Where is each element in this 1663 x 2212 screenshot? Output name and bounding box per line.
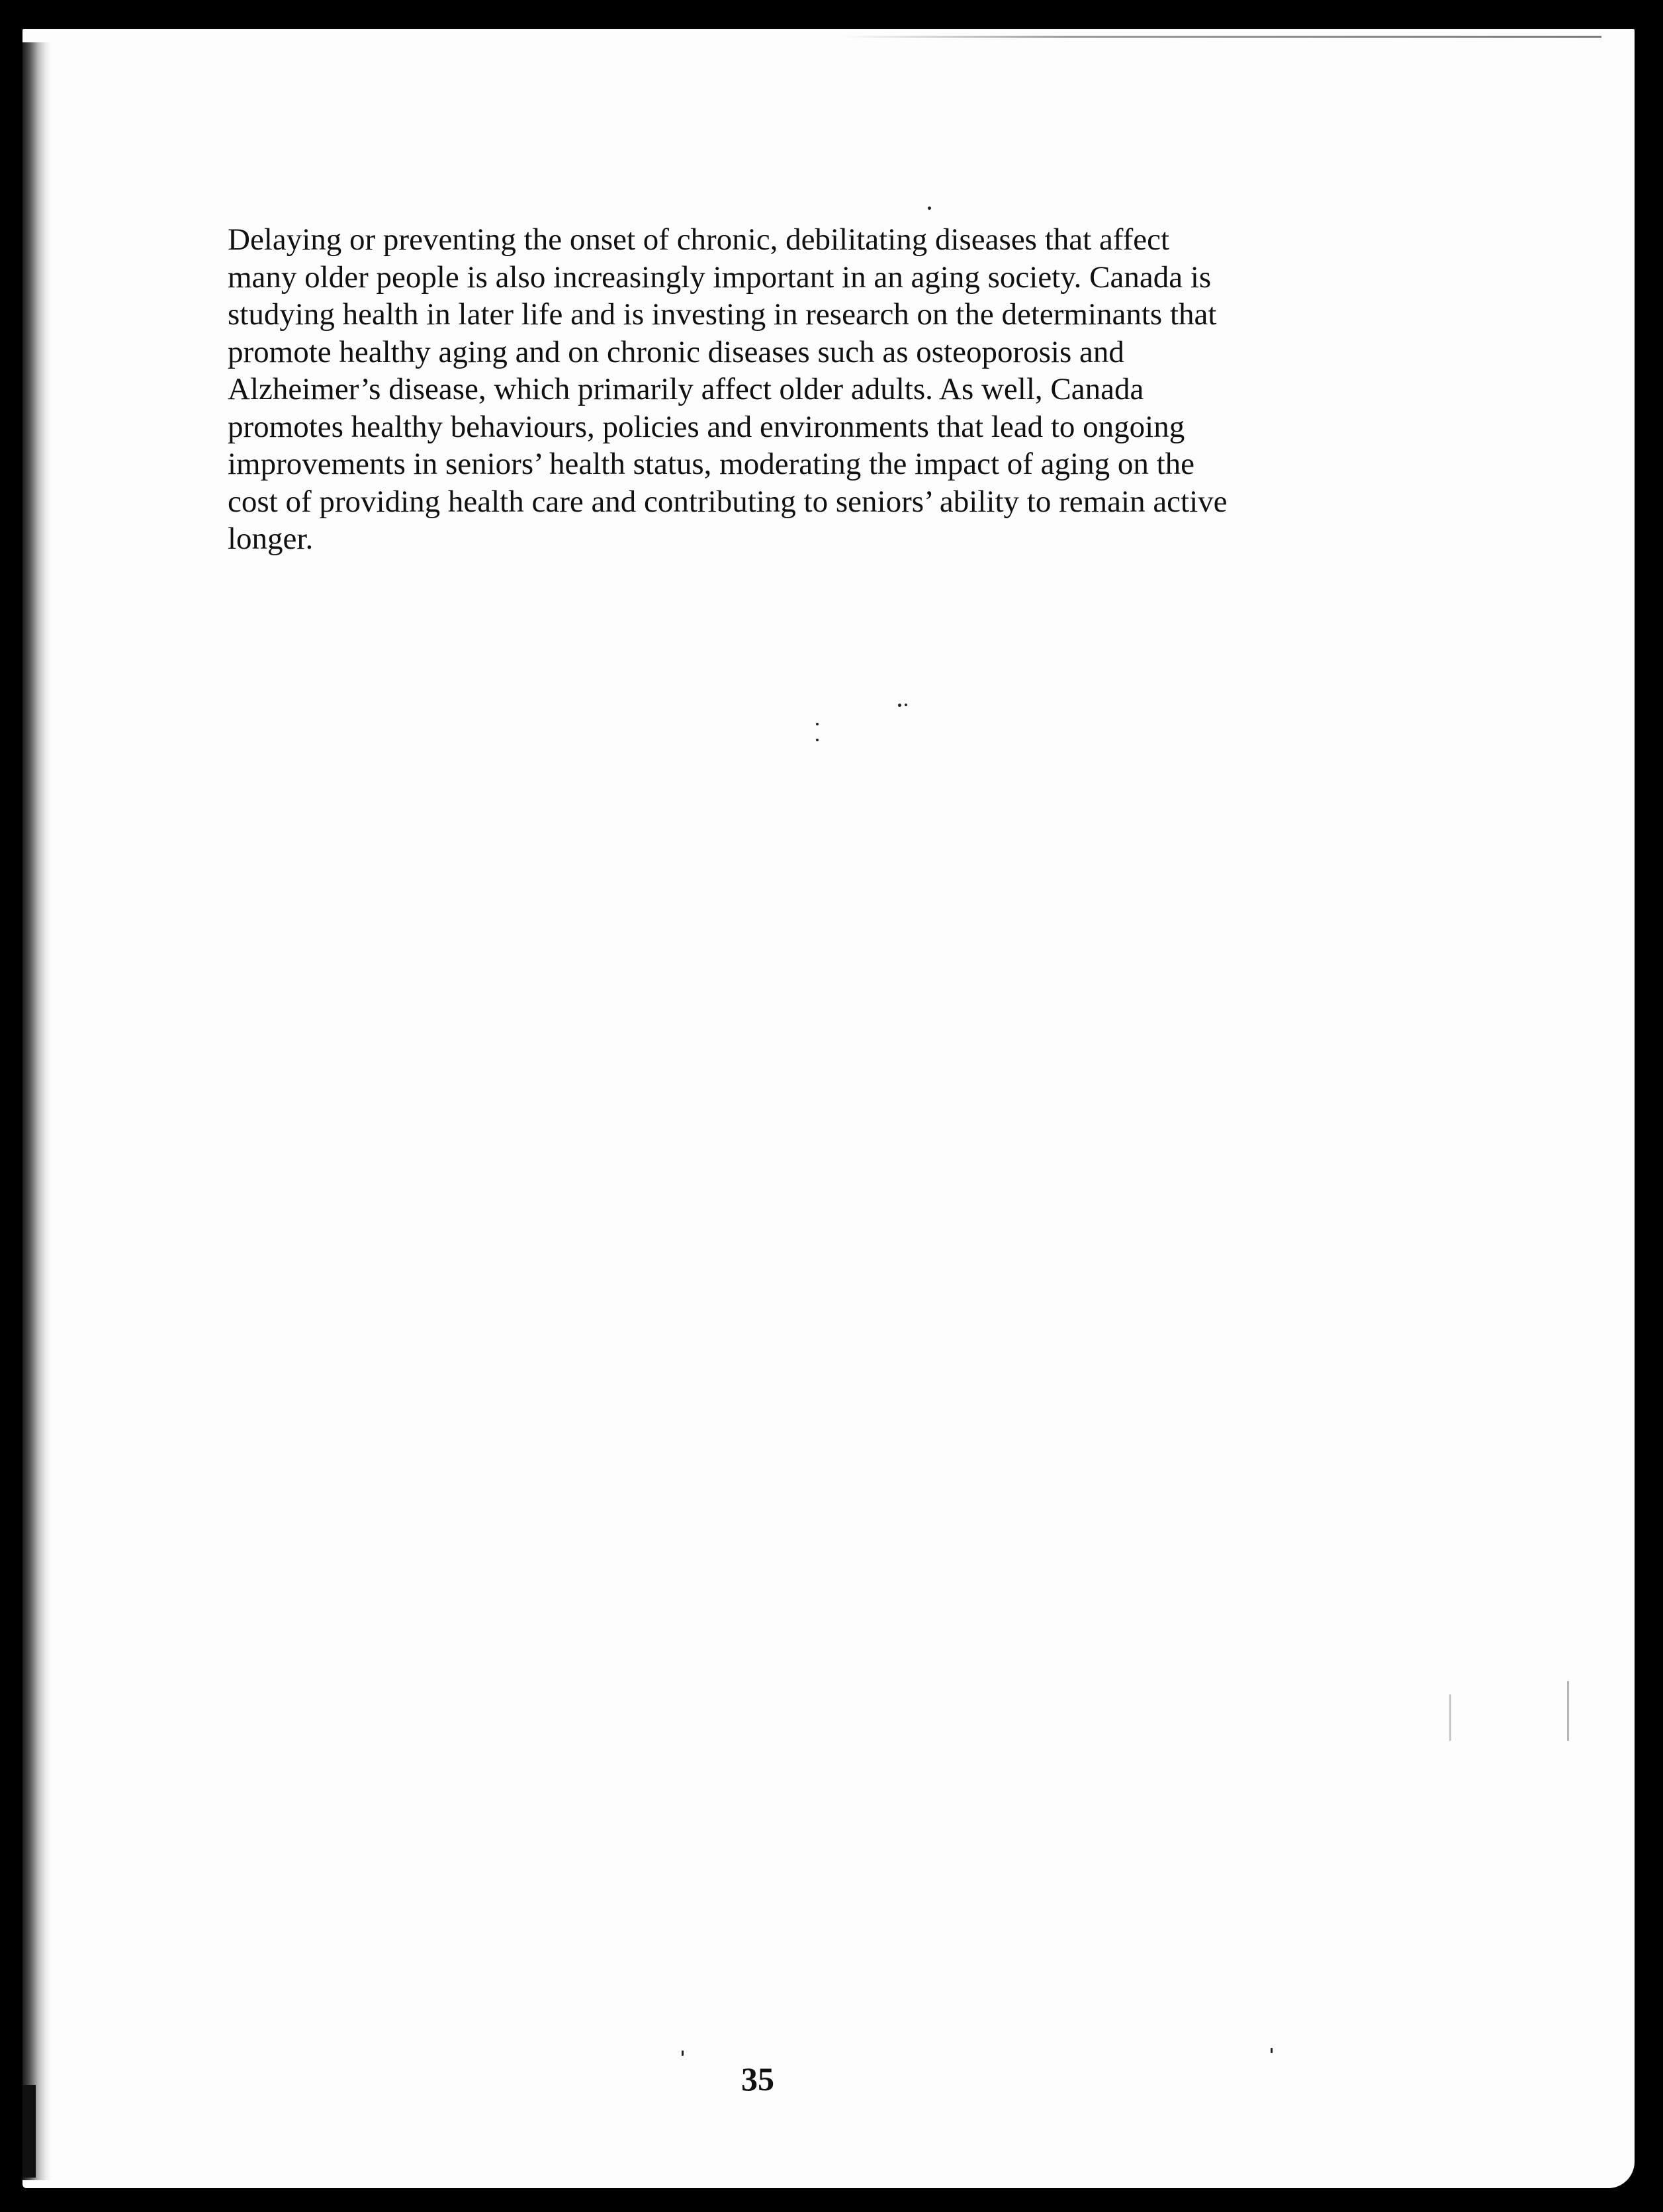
scan-speck [816,723,819,725]
scan-artifact-line [1449,1694,1451,1741]
binding-shadow-dark [22,2085,36,2178]
scan-speck [928,207,931,210]
body-paragraph: Delaying or preventing the onset of chronic, debilitating diseases that affect many older people is also increasingly important in an aging society. Canada is studying health in later life and is investing in research on the determinants that promote healthy aging and on chronic diseases such as osteoporosis and Alzheimer’s disease, which primarily affect older adults. As well, Canada promotes healthy behaviours, policies and environments that lead to ongoing improvements in seniors’ health status, moderating the impact of aging on the cost of providing health care and contributing to seniors’ ability to remain active longer. [228,222,1228,556]
binding-shadow [22,42,52,2180]
scan-artifact-line [1567,1681,1569,1741]
page-number: 35 [741,2060,774,2097]
scan-speck [682,2051,684,2056]
top-edge-line [840,36,1601,38]
scan-speck [816,739,819,741]
scan-speck [1271,2048,1273,2053]
scan-speck [898,704,901,707]
scan-speck [905,704,907,706]
